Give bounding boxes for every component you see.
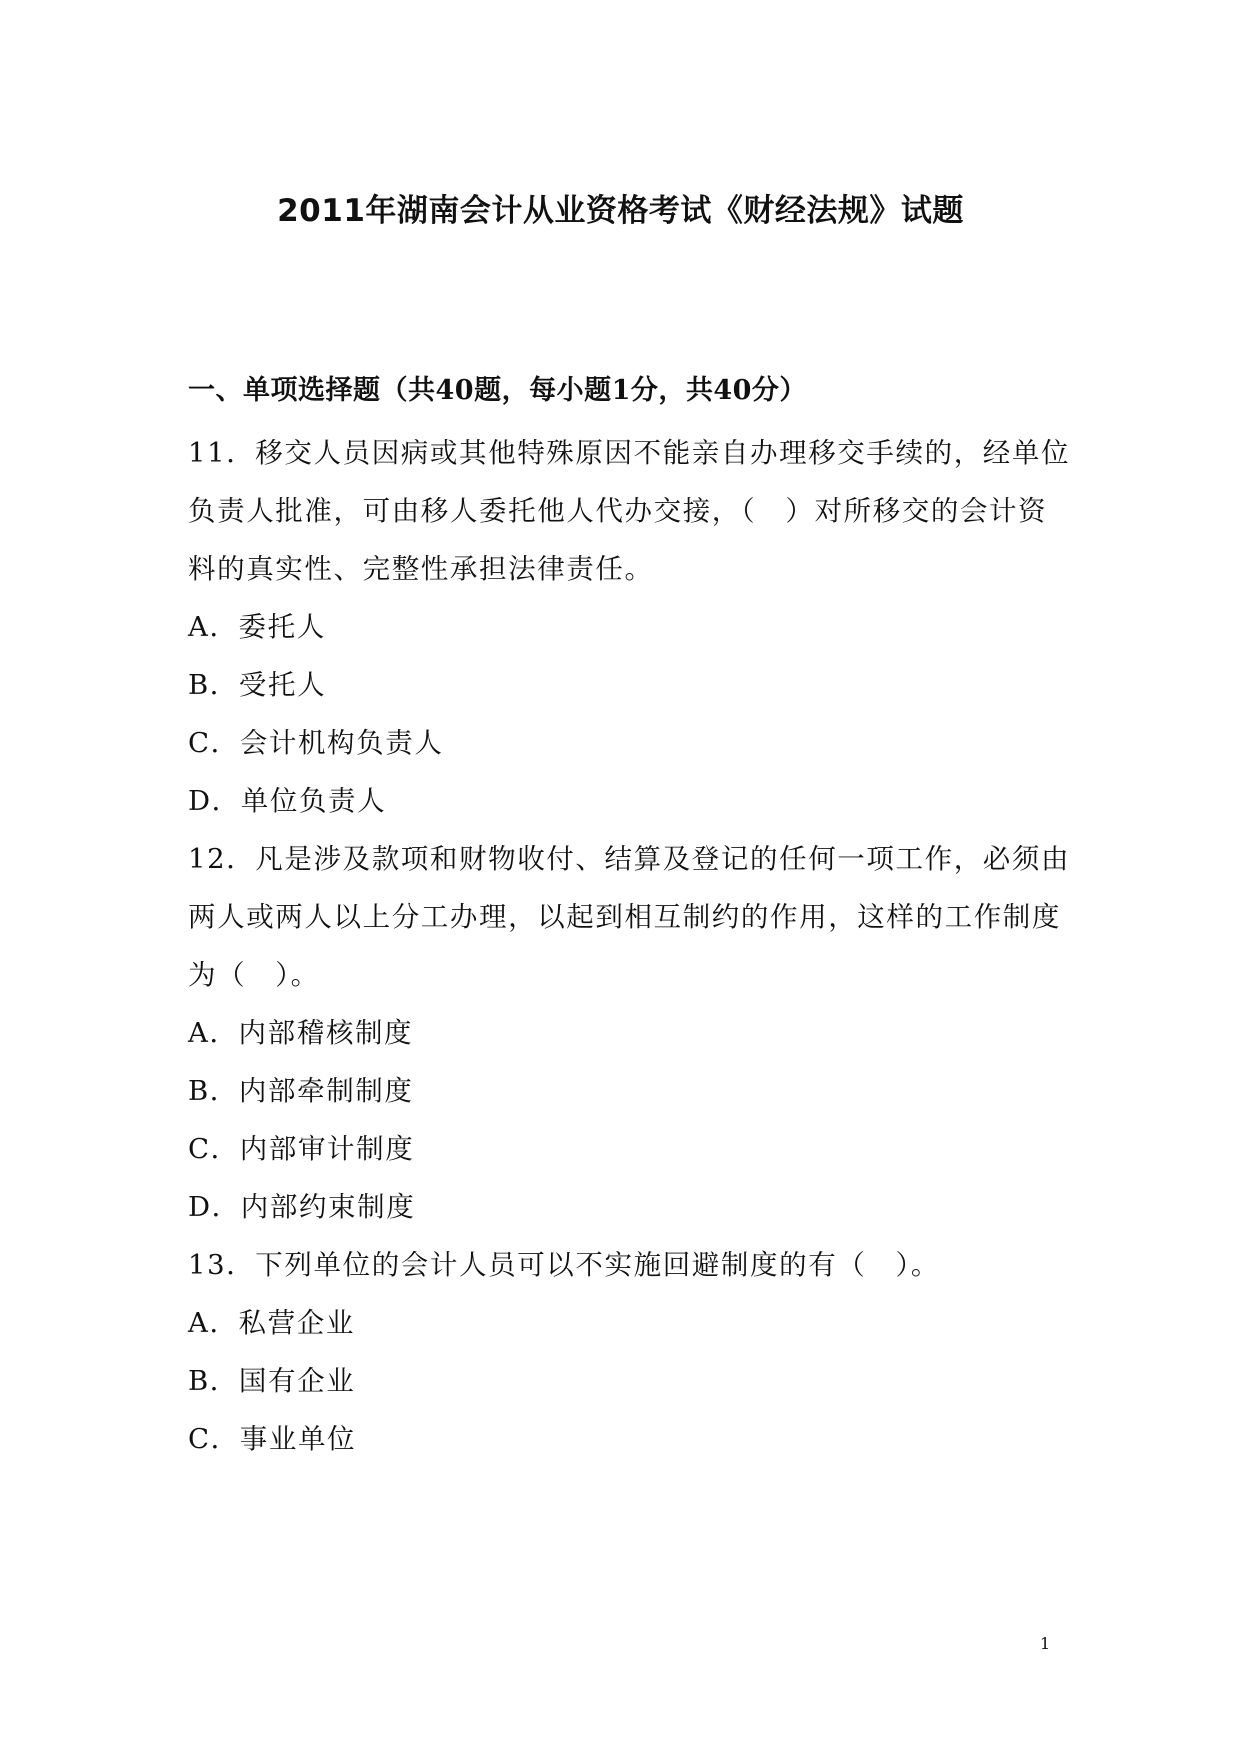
question-13-option-b: B．国有企业: [188, 1365, 356, 1397]
section-heading: 一、单项选择题（共40题，每小题1分，共40分）: [188, 375, 807, 406]
question-12-option-d: D．内部约束制度: [188, 1191, 416, 1223]
question-11-option-c: C．会计机构负责人: [188, 727, 444, 759]
question-13-option-c: C．事业单位: [188, 1423, 357, 1455]
question-12-stem-line-2: 两人或两人以上分工办理，以起到相互制约的作用，这样的工作制度: [188, 901, 1061, 933]
question-12-stem-line-3: 为（ ）。: [188, 959, 320, 991]
question-11-stem-line-2: 负责人批准，可由移人委托他人代办交接，（ ）对所移交的会计资: [188, 495, 1048, 527]
question-13-stem-line-1: 13．下列单位的会计人员可以不实施回避制度的有（ ）。: [188, 1249, 940, 1281]
question-13-option-a: A．私营企业: [188, 1307, 355, 1339]
question-11-stem-line-1: 11．移交人员因病或其他特殊原因不能亲自办理移交手续的，经单位: [188, 437, 1071, 469]
question-12-stem-line-1: 12．凡是涉及款项和财物收付、结算及登记的任何一项工作，必须由: [188, 843, 1071, 875]
page-number: 1: [1040, 1634, 1051, 1653]
page-title: 2011年湖南会计从业资格考试《财经法规》试题: [277, 193, 964, 229]
question-12-option-a: A．内部稽核制度: [188, 1017, 414, 1049]
question-12-option-c: C．内部审计制度: [188, 1133, 415, 1165]
question-11-stem-line-3: 料的真实性、完整性承担法律责任。: [188, 553, 654, 585]
question-11-option-a: A．委托人: [188, 611, 326, 643]
question-11-option-b: B．受托人: [188, 669, 327, 701]
question-12-option-b: B．内部牵制制度: [188, 1075, 414, 1107]
question-11-option-d: D．单位负责人: [188, 785, 387, 817]
